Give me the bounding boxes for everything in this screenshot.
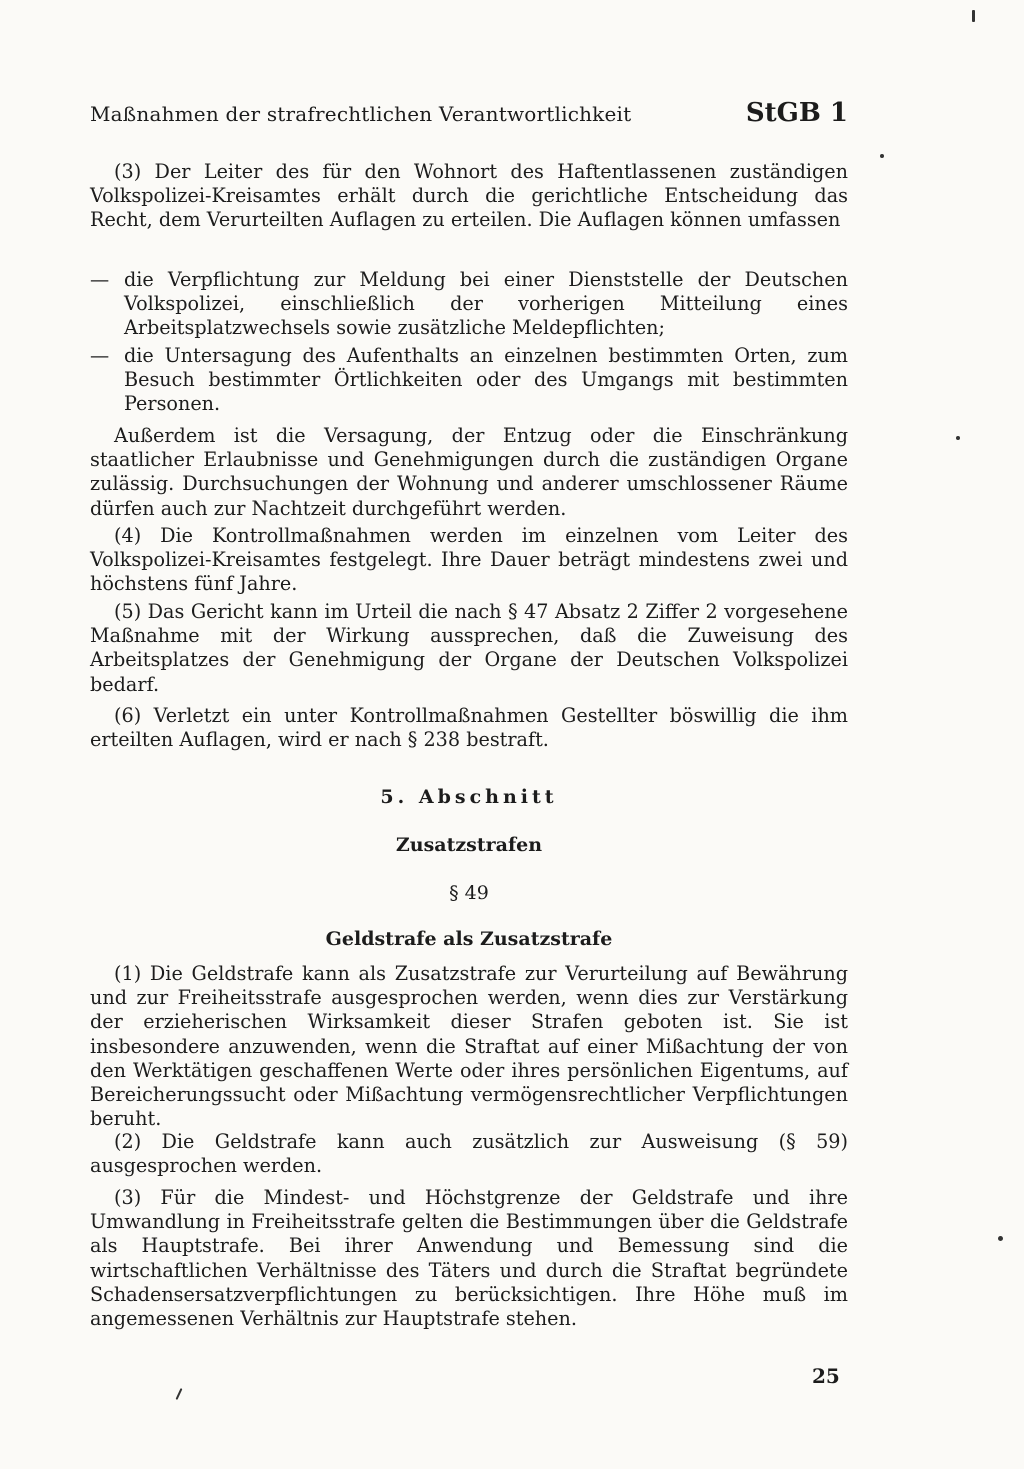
paragraph-5: [90, 600, 848, 697]
list-item-text: die Verpflichtung zur Meldung bei einer Dienststelle der Deutschen Volkspolizei, einschließlich der vorherigen Mitteilung eines Arbeitsplatzwechsels sowie zusätzliche Meldepflichten;: [124, 268, 848, 340]
page-number: 25: [812, 1364, 840, 1388]
paragraph-number: § 49: [449, 882, 489, 904]
dash-bullet: —: [90, 344, 110, 367]
paragraph-text: (6) Verletzt ein unter Kontrollmaßnahmen Gestellter böswillig die ihm erteilten Auflagen, wird er nach § 238 bestraft.: [90, 704, 848, 752]
code-label: StGB 1: [745, 98, 848, 128]
paragraph-title: Geldstrafe als Zusatzstrafe: [325, 928, 613, 950]
running-title: Maßnahmen der strafrechtlichen Verantwortlichkeit: [90, 102, 632, 126]
dash-bullet: —: [90, 268, 110, 291]
paragraph-text: (4) Die Kontrollmaßnahmen werden im einzelnen vom Leiter des Volkspolizei-Kreisamtes festgelegt. Ihre Dauer beträgt mindestens zwei und höchstens fünf Jahre.: [90, 524, 848, 596]
scan-speck: [176, 1388, 183, 1400]
section-title: Zusatzstrafen: [395, 834, 543, 856]
s49-paragraph-1: [90, 962, 848, 1131]
paragraph-text: (2) Die Geldstrafe kann auch zusätzlich zur Ausweisung (§ 59) ausgesprochen werden.: [90, 1130, 848, 1178]
list-item: [90, 268, 848, 341]
paragraph-text: (3) Der Leiter des für den Wohnort des Haftentlassenen zuständigen Volkspolizei-Kreisamtes erhält durch die gerichtliche Entscheidung das Recht, dem Verurteilten Auflagen zu erteilen. Die Auflagen können umfassen: [90, 160, 848, 232]
paragraph-4: [90, 524, 848, 597]
scan-speck: [880, 154, 884, 158]
s49-paragraph-2: [90, 1130, 848, 1178]
paragraph-text: Außerdem ist die Versagung, der Entzug oder die Einschränkung staatlicher Erlaubnisse und Genehmigungen durch die zuständigen Organe zulässig. Durchsuchungen der Wohnung und anderer umschlossener Räume dürfen auch zur Nachtzeit durchgeführt werden.: [90, 424, 848, 520]
list-item-text: die Untersagung des Aufenthalts an einzelnen bestimmten Orten, zum Besuch bestimmter Örtlichkeiten oder des Umgangs mit bestimmten Personen.: [124, 344, 848, 416]
section-number: 5. Abschnitt: [380, 786, 558, 808]
paragraph-text: (5) Das Gericht kann im Urteil die nach § 47 Absatz 2 Ziffer 2 vorgesehene Maßnahme mit der Wirkung aussprechen, daß die Zuweisung des Arbeitsplatzes der Genehmigung der Organe der Deutschen Volkspolizei bedarf.: [90, 600, 848, 696]
paragraph-3-continued: [90, 424, 848, 521]
list-item: [90, 344, 848, 417]
scan-speck: [998, 1236, 1003, 1241]
scan-speck: [956, 436, 960, 440]
paragraph-6: [90, 704, 848, 752]
running-header: [90, 98, 848, 134]
paragraph-3-intro: [90, 160, 848, 233]
paragraph-text: (3) Für die Mindest- und Höchstgrenze der Geldstrafe und ihre Umwandlung in Freiheitsstrafe gelten die Bestimmungen über die Geldstrafe als Hauptstrafe. Bei ihrer Anwendung und Bemessung sind die wirtschaftlichen Verhältnisse des Täters und durch die Straftat begründete Schadensersatzverpflichtungen zu berücksichtigen. Ihre Höhe muß im angemessenen Verhältnis zur Hauptstrafe stehen.: [90, 1186, 848, 1331]
s49-paragraph-3: [90, 1186, 848, 1331]
scan-speck: [972, 10, 975, 22]
paragraph-text: (1) Die Geldstrafe kann als Zusatzstrafe zur Verurteilung auf Bewährung und zur Freiheitsstrafe ausgesprochen werden, wenn dies zur Verstärkung der erzieherischen Wirksamkeit dieser Strafen geboten ist. Sie ist insbesondere anzuwenden, wenn die Straftat auf einer Mißachtung der von den Werktätigen geschaffenen Werte oder ihres persönlichen Eigentums, auf Bereicherungssucht oder Mißachtung vermögensrechtlicher Verpflichtungen beruht.: [90, 962, 848, 1131]
